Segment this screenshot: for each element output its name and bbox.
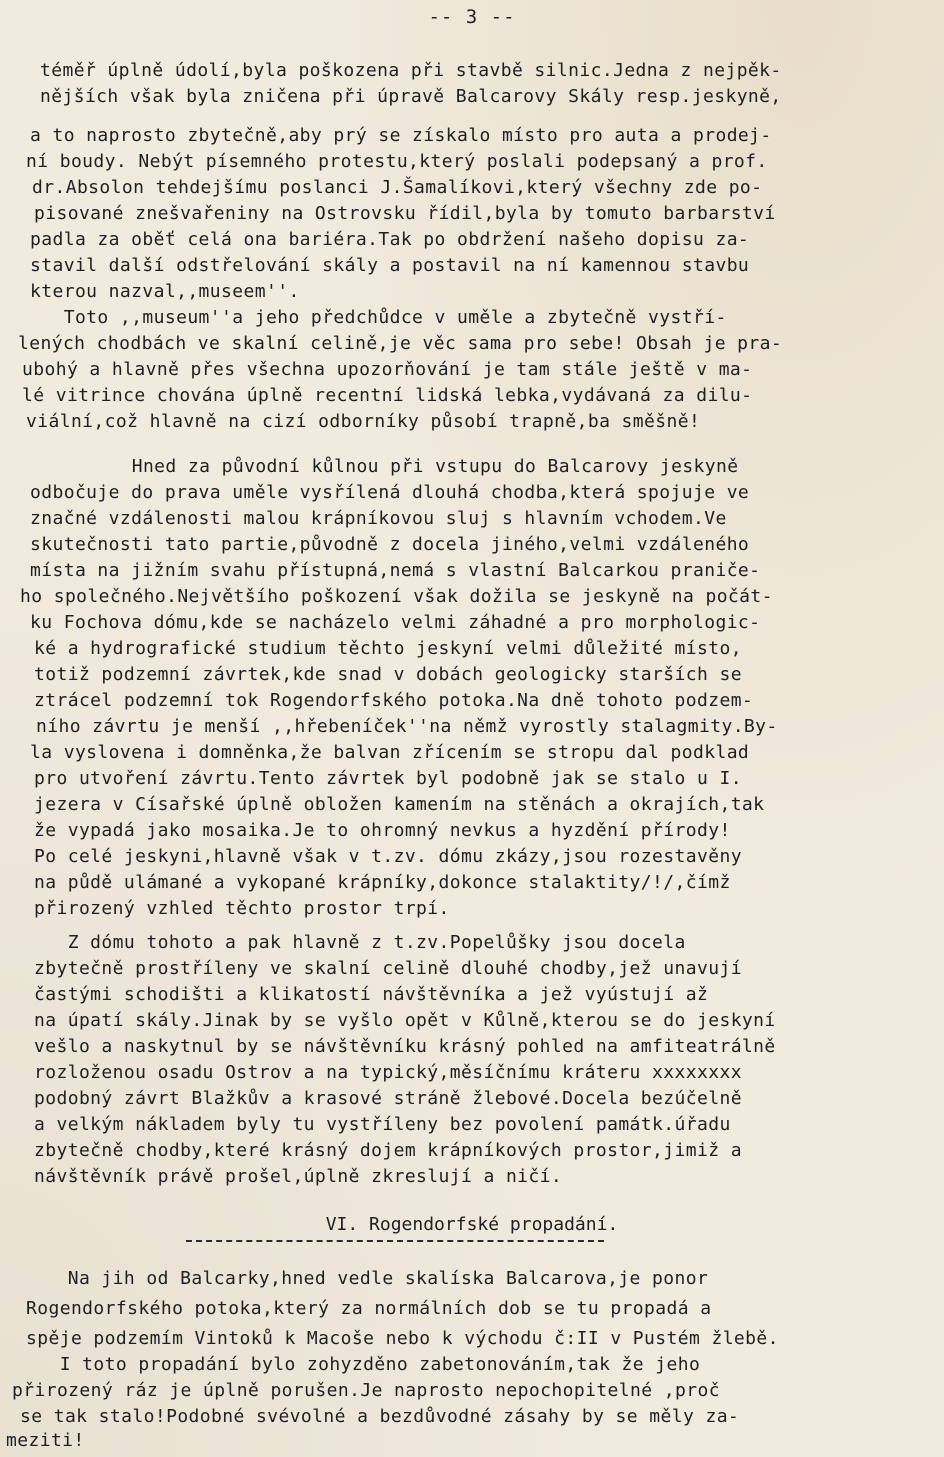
text-line: stavil další odstřelování skály a postavil na ní kamennou stavbu bbox=[30, 255, 750, 276]
text-line: odbočuje do prava uměle vysřílená dlouhá chodba,která spojuje ve bbox=[30, 482, 750, 503]
text-line: značné vzdálenosti malou krápníkovou sluj s hlavním vchodem.Ve bbox=[30, 508, 727, 529]
text-line: dr.Absolon tehdejšímu poslanci J.Šamalíkovi,který všechny zde po- bbox=[32, 177, 763, 198]
text-line: na úpatí skály.Jinak by se vyšlo opět v Kůlně,kterou se do jeskyní bbox=[34, 1010, 776, 1031]
text-line: a to naprosto zbytečně,aby prý se získalo místo pro auta a prodej- bbox=[30, 125, 772, 146]
text-line: ubohý a hlavně přes všechna upozorňování je tam stále ještě v ma- bbox=[22, 359, 753, 380]
text-line: častými schodišti a klikatostí návštěvníka a jež vyústují až bbox=[34, 984, 709, 1005]
text-line: skutečnosti tato partie,původně z docela jiného,velmi vzdáleného bbox=[30, 534, 750, 555]
text-line: pisované znešvařeniny na Ostrovsku řídil,byla by tomuto barbarství bbox=[34, 203, 776, 224]
text-line: zbytečně prostříleny ve skalní celině dlouhé chodby,jež unavují bbox=[34, 958, 742, 979]
text-line: ztrácel podzemní tok Rogendorfského potoka.Na dně tohoto podzem- bbox=[34, 690, 754, 711]
text-line: meziti! bbox=[6, 1430, 85, 1451]
text-line: přirozený ráz je úplně porušen.Je naprosto nepochopitelné ,proč bbox=[12, 1380, 720, 1401]
text-line: rozloženou osadu Ostrov a na typický,měsíčnímu kráteru xxxxxxxx bbox=[34, 1062, 742, 1083]
text-line: ké a hydrografické studium těchto jeskyní velmi důležité místo, bbox=[34, 638, 742, 659]
text-line: Z dómu tohoto a pak hlavně z t.zv.Popelůšky jsou docela bbox=[34, 932, 686, 953]
text-line: Po celé jeskyni,hlavně však v t.zv. dómu zkázy,jsou rozestavěny bbox=[34, 846, 742, 867]
text-line: Rogendorfského potoka,který za normálních dob se tu propadá a bbox=[26, 1298, 712, 1319]
text-line: na půdě ulámané a vykopané krápníky,dokonce stalaktity/!/,čímž bbox=[34, 872, 731, 893]
text-line: totiž podzemní závrtek,kde snad v dobách geologicky starších se bbox=[34, 664, 742, 685]
text-line: ku Fochova dómu,kde se nacházelo velmi záhadné a pro morphologic- bbox=[30, 612, 761, 633]
heading-underline bbox=[186, 1240, 604, 1242]
text-line: pro utvoření závrtu.Tento závrtek byl podobně jak se stalo u I. bbox=[34, 768, 742, 789]
text-line: téměř úplně údolí,byla poškozena při stavbě silnic.Jedna z nejpěk- bbox=[40, 60, 782, 81]
text-line: Toto ,,museum''a jeho předchůdce v uměle a zbytečně vystří- bbox=[30, 307, 727, 328]
text-line: ní boudy. Nebýt písemného protestu,který poslali podepsaný a prof. bbox=[26, 151, 768, 172]
text-line: kterou nazval,,museem''. bbox=[30, 281, 300, 302]
text-line: jezera v Císařské úplně obložen kamením na stěnách a okrajích,tak bbox=[34, 794, 765, 815]
text-line: Hned za původní kůlnou při vstupu do Balcarovy jeskyně bbox=[98, 456, 739, 477]
text-line: nějších však byla zničena při úpravě Balcarovy Skály resp.jeskyně, bbox=[40, 86, 782, 107]
text-line: Na jih od Balcarky,hned vedle skalíska Balcarova,je ponor bbox=[34, 1268, 709, 1289]
text-line: I toto propadání bylo zohyzděno zabetonováním,tak že jeho bbox=[26, 1354, 701, 1375]
text-line: vešlo a naskytnul by se návštěvníku krásný pohled na amfiteatrálně bbox=[34, 1036, 776, 1057]
text-line: ního závrtu je menší ,,hřebeníček''na němž vyrostly stalagmity.By- bbox=[36, 716, 778, 737]
text-line: a velkým nákladem byly tu vystříleny bez povolení památk.úřadu bbox=[34, 1114, 731, 1135]
page-number: -- 3 -- bbox=[428, 6, 516, 28]
text-line: spěje podzemím Vintoků k Macoše nebo k východu č:II v Pustém žlebě. bbox=[26, 1328, 779, 1349]
text-line: návštěvník právě prošel,úplně zkreslují a ničí. bbox=[34, 1166, 563, 1187]
text-line: viální,což hlavně na cizí odborníky působí trapně,ba směšně! bbox=[26, 411, 701, 432]
text-line: zbytečně chodby,které krásný dojem krápníkových prostor,jimiž a bbox=[34, 1140, 742, 1161]
text-line: ho společného.Největšího poškození však dožila se jeskyně na počát- bbox=[20, 586, 773, 607]
text-line: padla za oběť celá ona bariéra.Tak po obdržení našeho dopisu za- bbox=[30, 229, 750, 250]
text-line: že vypadá jako mosaika.Je to ohromný nevkus a hyzdění přírody! bbox=[34, 820, 731, 841]
text-line: místa na jižním svahu přístupná,nemá s vlastní Balcarkou praniče- bbox=[30, 560, 761, 581]
text-line: lé vitrince chována úplně recentní lidská lebka,vydávaná za dilu- bbox=[22, 385, 753, 406]
text-line: přirozený vzhled těchto prostor trpí. bbox=[34, 898, 450, 919]
text-line: la vyslovena i domněnka,že balvan zřícením se stropu dal podklad bbox=[30, 742, 750, 763]
section-heading: VI. Rogendorfské propadání. bbox=[325, 1214, 619, 1235]
text-line: podobný závrt Blažkův a krasové stráně žlebové.Docela bezúčelně bbox=[34, 1088, 742, 1109]
text-line: lených chodbách ve skalní celině,je věc sama pro sebe! Obsah je pra- bbox=[18, 333, 783, 354]
text-line: se tak stalo!Podobné svévolné a bezdůvodné zásahy by se měly za- bbox=[20, 1406, 740, 1427]
